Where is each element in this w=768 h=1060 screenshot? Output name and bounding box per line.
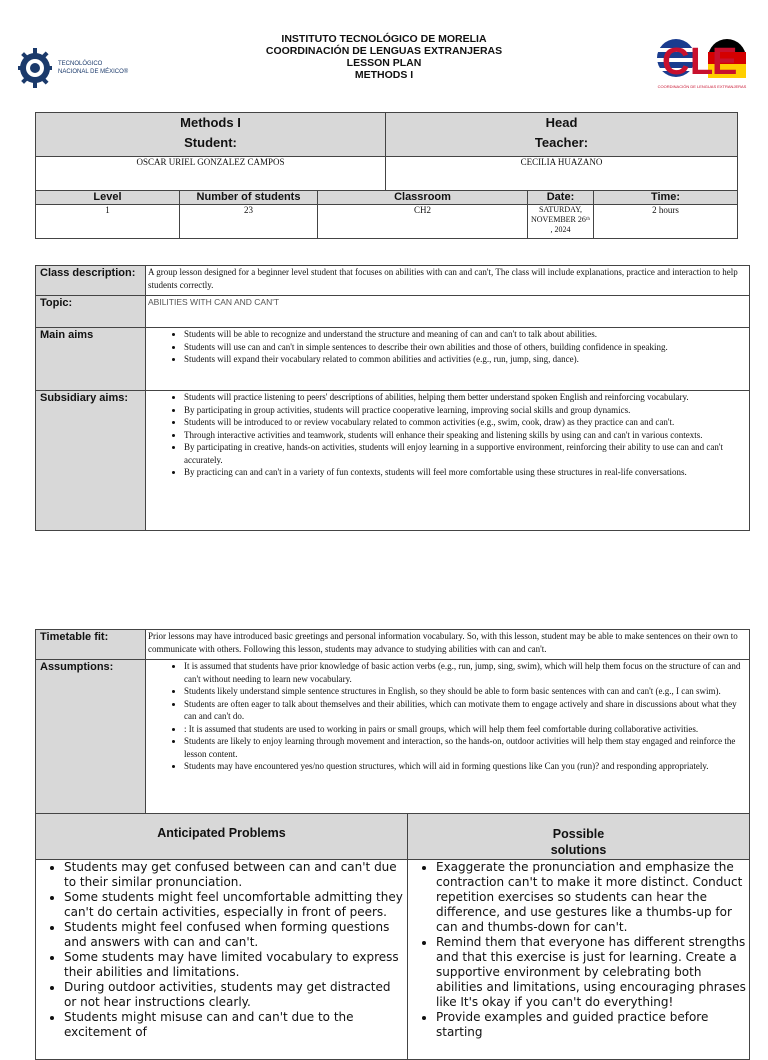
possible-solutions-label: Possible solutions <box>408 814 750 860</box>
info-table <box>35 112 738 239</box>
subsidiary-aim-item: • Students will practice listening to peers' descriptions of abilities, helping them better understand spoken English and reinforcing vocabulary. <box>184 391 747 404</box>
date-label: Date: <box>528 191 594 205</box>
timetable-fit-text: Prior lessons may have introduced basic greetings and personal information vocabulary. So, with this lesson, student may be able to make sentences on their own to communicate with others. Following this lesson, students may advance to studying abilities with can and can't. <box>146 630 750 660</box>
class-description-label: Class description: <box>36 266 146 296</box>
subsidiary-aim-item: • By practicing can and can't in a variety of fun contexts, students will feel more comfortable using these structures in real-life conversations. <box>184 466 747 479</box>
num-students-value: 23 <box>180 205 318 239</box>
date-value: SATURDAY, NOVEMBER 26ᵗʰ , 2024 <box>528 205 594 239</box>
student-label: Methods I Student: <box>36 113 386 157</box>
problems-list <box>38 860 405 1040</box>
subsidiary-aim-item: • By participating in group activities, students will practice cooperative learning, improving social skills and group dynamics. <box>184 404 747 417</box>
student-name: OSCAR URIEL GONZALEZ CAMPOS <box>36 157 386 191</box>
svg-text:E: E <box>712 41 738 83</box>
timetable-fit-label: Timetable fit: <box>36 630 146 660</box>
assumption-item: • : It is assumed that students are used to working in pairs or small groups, which will help them feel comfortable during collaborative activities. <box>184 723 747 736</box>
teacher-label: Head Teacher: <box>386 113 738 157</box>
header-line1: INSTITUTO TECNOLÓGICO DE MORELIA <box>281 33 487 45</box>
main-aim-item: • Students will use can and can't in simple sentences to describe their own abilities and those of others, building confidence in speaking. <box>184 341 747 354</box>
assumption-item: • Students likely understand simple sentence structures in English, so they should be able to form basic sentences with can and can't (e.g., I can swim). <box>184 685 747 698</box>
topic-value: ABILITIES WITH CAN AND CAN'T <box>146 296 750 328</box>
problem-item: • During outdoor activities, students may get distracted or not hear instructions clearly. <box>64 980 405 1010</box>
tecnm-logo-text: TECNOLÓGICO NACIONAL DE MÉXICO® <box>58 61 129 75</box>
teacher-name: CECILIA HUAZANO <box>386 157 738 191</box>
header-line4: METHODS I <box>354 69 414 81</box>
time-label: Time: <box>594 191 738 205</box>
tecnm-logo <box>18 44 128 100</box>
num-students-label: Number of students <box>180 191 318 205</box>
assumption-item: • Students are often eager to talk about themselves and their abilities, which can motivate them to engage actively and share in discussions about what they can and can't do. <box>184 698 747 723</box>
subsidiary-aim-item: • Students will be introduced to or review vocabulary related to common activities (e.g., swim, cook, draw) as they practice can and can't. <box>184 416 747 429</box>
assumption-item: • Students are likely to enjoy learning through movement and interaction, so the hands-on, outdoor activities will help them stay engaged and reinforce the lesson content. <box>184 735 747 760</box>
subsidiary-aims-label: Subsidiary aims: <box>36 391 146 531</box>
solution-item: • Provide examples and guided practice before starting <box>436 1010 747 1040</box>
problem-item: • Students might feel confused when forming questions and answers with can and can't. <box>64 920 405 950</box>
assumptions-label: Assumptions: <box>36 660 146 814</box>
main-aim-item: • Students will be able to recognize and understand the structure and meaning of can and can't to talk about abilities. <box>184 328 747 341</box>
main-aims-label: Main aims <box>36 328 146 391</box>
subsidiary-aim-item: • Through interactive activities and teamwork, students will enhance their speaking and listening skills by using can and can't in various contexts. <box>184 429 747 442</box>
solution-item: • Remind them that everyone has different strengths and that this exercise is just for learning. Create a supportive environment by celebrating both abilities and limitations, using encouraging phrases like It's okay if you can't do everything! <box>436 935 747 1010</box>
level-label: Level <box>36 191 180 205</box>
anticipated-problems-label: Anticipated Problems <box>36 814 408 860</box>
subsidiary-aims-list <box>148 391 747 479</box>
solution-item: • Exaggerate the pronunciation and emphasize the contraction can't to make it more distinct. Conduct repetition exercises so students can hear the difference, and use gestures like a thumbs-up for can and thumbs-down for can't. <box>436 860 747 935</box>
level-value: 1 <box>36 205 180 239</box>
cle-logo <box>654 34 750 94</box>
classroom-label: Classroom <box>318 191 528 205</box>
problem-item: • Students may get confused between can and can't due to their similar pronunciation. <box>64 860 405 890</box>
classroom-value: CH2 <box>318 205 528 239</box>
problem-item: • Students might misuse can and can't due to the excitement of <box>64 1010 405 1040</box>
plan-table <box>35 265 750 531</box>
assumptions-list <box>148 660 747 773</box>
svg-text:C: C <box>662 41 690 83</box>
class-description: A group lesson designed for a beginner level student that focuses on abilities with can and can't, The class will include explanations, practice and interaction to help students correctly. <box>146 266 750 296</box>
problem-item: • Some students might feel uncomfortable admitting they can't do certain activities, especially in front of peers. <box>64 890 405 920</box>
solutions-list <box>410 860 747 1040</box>
problem-item: • Some students may have limited vocabulary to express their abilities and limitations. <box>64 950 405 980</box>
cle-logo-caption: COORDINACIÓN DE LENGUAS EXTRANJERAS <box>657 84 747 89</box>
topic-label: Topic: <box>36 296 146 328</box>
header-line3: LESSON PLAN <box>346 57 422 69</box>
subsidiary-aim-item: • By participating in creative, hands-on activities, students will enjoy learning in a supportive environment, reinforcing their ability to use can and can't accurately. <box>184 441 747 466</box>
main-aim-item: • Students will expand their vocabulary related to common abilities and activities (e.g., run, jump, sing, dance). <box>184 353 747 366</box>
header-line2: COORDINACIÓN DE LENGUAS EXTRANJERAS <box>265 45 503 57</box>
time-value: 2 hours <box>594 205 738 239</box>
timetable-table <box>35 629 750 1060</box>
assumption-item: • Students may have encountered yes/no question structures, which will aid in forming questions like Can you (run)? and responding appropriately. <box>184 760 747 773</box>
main-aims-list <box>148 328 747 366</box>
svg-text:L: L <box>690 41 714 83</box>
assumption-item: • It is assumed that students have prior knowledge of basic action verbs (e.g., run, jump, sing, swim), which will help them focus on the structure of can and can't without needing to learn new vocabulary. <box>184 660 747 685</box>
